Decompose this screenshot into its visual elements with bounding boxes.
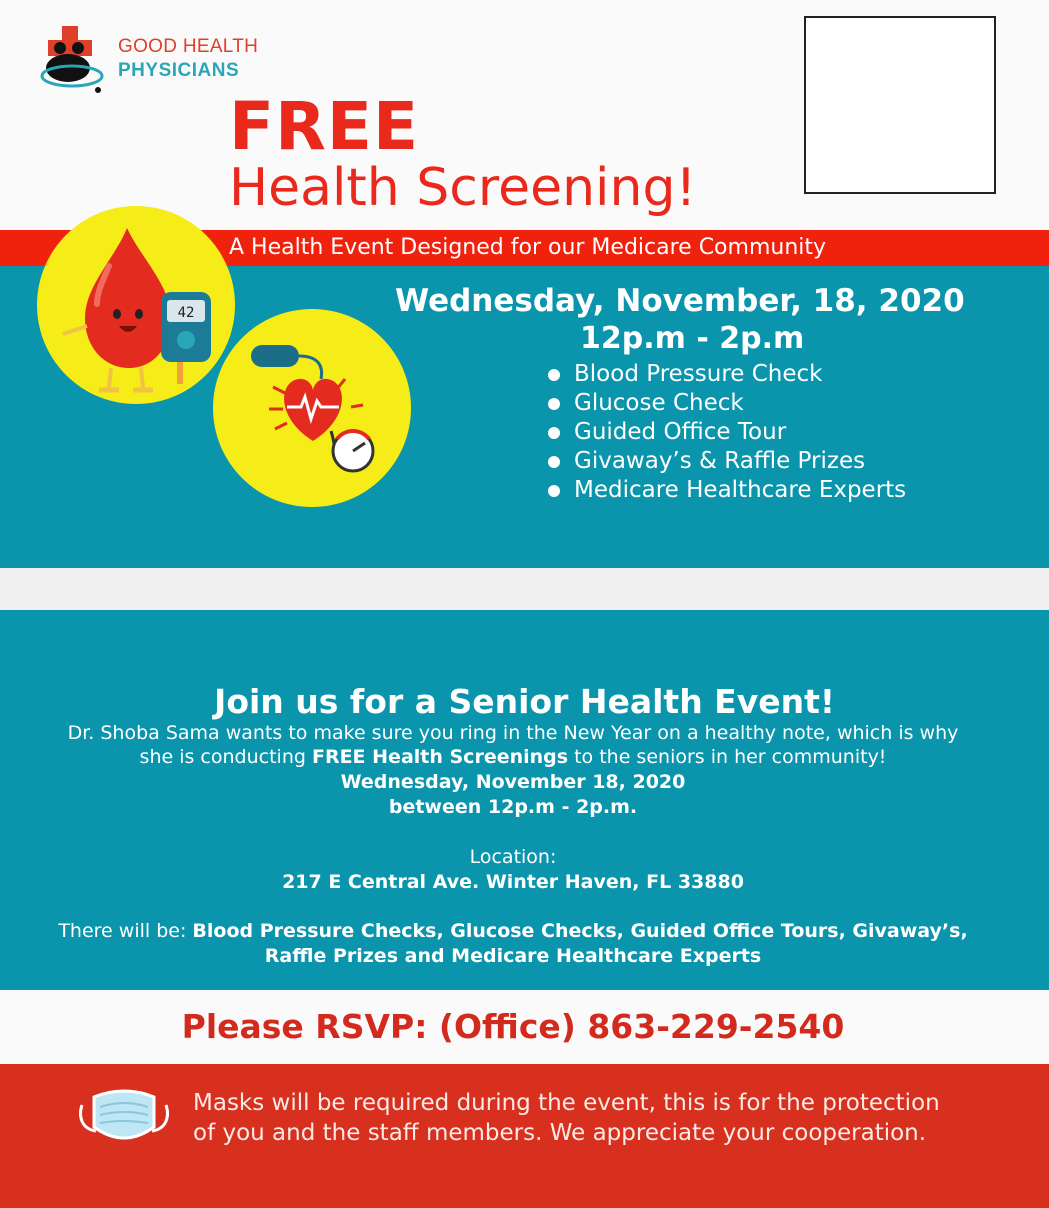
brand-line-2: PHYSICIANS xyxy=(118,60,240,81)
list-item xyxy=(548,418,906,447)
location-label: Location: xyxy=(469,846,557,868)
event-time: 12p.m - 2p.m xyxy=(580,321,805,356)
screening-list xyxy=(548,360,906,505)
heart-circle xyxy=(213,309,411,507)
bullet-icon xyxy=(548,369,560,381)
details-date: Wednesday, November 18, 2020 xyxy=(340,771,686,793)
list-item-label: Guided Office Tour xyxy=(574,419,787,445)
list-item-label: Blood Pressure Check xyxy=(574,361,823,387)
list-item-label: Medicare Healthcare Experts xyxy=(574,477,907,503)
postage-stamp-box xyxy=(804,16,996,194)
offerings-bold-1: Blood Pressure Checks, Glucose Checks, Guided Office Tours, Givaway’s, xyxy=(192,920,968,942)
rsvp-phone: Please RSVP: (Office) 863-229-2540 xyxy=(181,1007,845,1046)
details-line-2 xyxy=(0,745,1026,769)
bullet-icon xyxy=(548,456,560,468)
offerings-line-1 xyxy=(0,919,1026,943)
heart-blood-pressure-icon xyxy=(213,309,411,507)
list-item-label: Glucose Check xyxy=(574,390,744,416)
blood-drop-glucose-meter-icon xyxy=(37,206,235,404)
tagline: A Health Event Designed for our Medicare Community xyxy=(229,235,827,260)
bullet-icon xyxy=(548,398,560,410)
event-date: Wednesday, November, 18, 2020 xyxy=(395,283,965,319)
list-item-label: Givaway’s & Raffle Prizes xyxy=(574,448,866,474)
brand-line-1: GOOD HEALTH xyxy=(118,36,259,57)
details-line-1: Dr. Shoba Sama wants to make sure you ring in the New Year on a healthy note, which is why xyxy=(67,722,959,744)
mask-notice-line-2: of you and the staff members. We appreciate your cooperation. xyxy=(193,1120,927,1146)
details-line-2-pre: she is conducting xyxy=(139,746,312,768)
list-item xyxy=(548,447,906,476)
location-address: 217 E Central Ave. Winter Haven, FL 33880 xyxy=(282,871,744,893)
headline-free: FREE xyxy=(229,88,420,165)
list-item xyxy=(548,360,906,389)
bullet-icon xyxy=(548,485,560,497)
offerings-line-2: Raffle Prizes and Medicare Healthcare Experts xyxy=(264,945,762,967)
mask-notice-line-1: Masks will be required during the event, this is for the protection xyxy=(193,1090,940,1116)
details-line-2-bold: FREE Health Screenings xyxy=(311,746,569,768)
list-item xyxy=(548,476,906,505)
face-mask-icon xyxy=(76,1087,172,1145)
offerings-pre: There will be: xyxy=(58,920,193,942)
details-heading: Join us for a Senior Health Event! xyxy=(214,682,835,721)
bullet-icon xyxy=(548,427,560,439)
details-line-2-post: to the seniors in her community! xyxy=(568,746,887,768)
list-item xyxy=(548,389,906,418)
blood-drop-circle xyxy=(37,206,235,404)
mask-notice xyxy=(193,1088,940,1148)
details-time: between 12p.m - 2p.m. xyxy=(388,796,638,818)
headline-title: Health Screening! xyxy=(229,158,697,218)
divider-band xyxy=(0,568,1049,610)
meter-reading: 42 xyxy=(177,305,195,321)
